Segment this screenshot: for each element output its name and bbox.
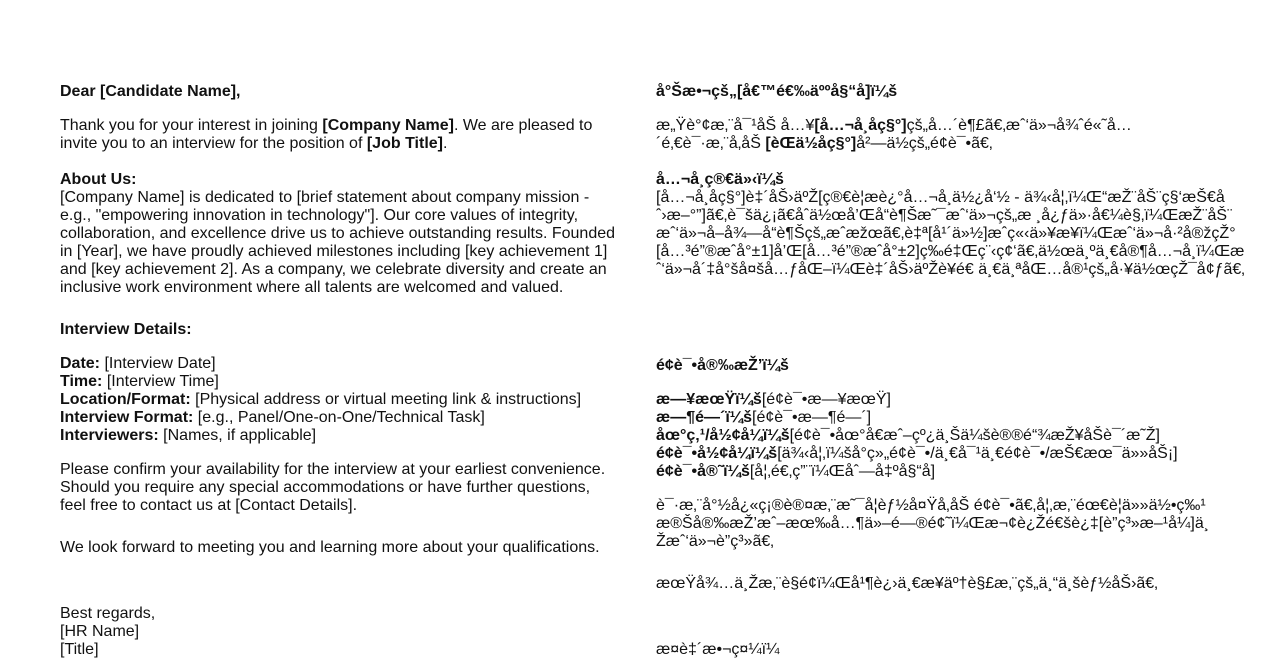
- details-list: [60, 355, 620, 445]
- confirm-paragraph: Please confirm your availability for the interview at your earliest convenience. Should you require any special accommodations or have further questions, feel free to contact us at [Contact Details].: [60, 461, 606, 514]
- details-list-garbled: [656, 391, 1246, 481]
- detail-location-garbled: åœ°ç‚¹/å½¢å¼ï¼š[é¢è¯•åœ°å€æˆ–çº¿ä¸Šä¼šè®®é“¾æŽ¥åŠè¯´æ˜Ž]: [656, 427, 1160, 444]
- company-name-placeholder-garbled: [å…¬å¸åç§°]: [814, 117, 907, 134]
- details-heading-garbled: é¢è¯•å®‰æŽ’ï¼š: [656, 357, 789, 374]
- about-body-garbled: [å…¬å¸åç§°]è‡´åŠ›äºŽ[ç®€è¦æè¿°å…¬å¸ä½¿å‘½ - ä¾‹å¦‚ï¼Œ“æŽ¨åŠ¨ç§‘æŠ€åˆ›æ–°”]ã€‚è¯šä¿¡ã€åˆä½œå’Œå“è¶Šæ˜¯æˆ‘ä»¬çš„æ ¸å¿ƒä»·å€¼è§‚ï¼ŒæŽ¨åŠ¨æˆ‘ä»¬å–å¾—å“è¶Šçš„æˆæžœã€‚è‡ª[å¹´ä»½]æˆç«‹ä»¥æ¥ï¼Œæˆ‘ä»¬å·²å®žçŽ°[å…³é”®æˆå°±1]å’Œ[å…³é”®æˆå°±2]ç‰é‡Œç¨‹ç¢‘ã€‚ä½œä¸ºä¸€å®¶å…¬å¸ï¼Œæˆ‘ä»¬å´‡å°šå¤šå…ƒåŒ–ï¼Œè‡´åŠ›äºŽè¥é€ ä¸€ä¸ªåŒ…å®¹çš„å·¥ä½œçŽ¯å¢ƒã€‚: [656, 189, 1245, 278]
- about-body: [Company Name] is dedicated to [brief statement about company mission - e.g., "empowering innovation in technology"]. Our core values of integrity, collaboration, and excellence drive us to achieve outstanding results. Founded in [Year], we have proudly achieved milestones including [key achievement 1] and [key achievement 2]. As a company, we celebrate diversity and create an inclusive work environment where all talents are welcomed and valued.: [60, 189, 616, 296]
- signature-block: [60, 605, 155, 659]
- job-title-placeholder-garbled: [èŒä½åç§°]: [765, 135, 857, 152]
- closing-paragraph: We look forward to meeting you and learning more about your qualifications.: [60, 539, 600, 556]
- job-title-placeholder: [Job Title]: [366, 135, 443, 152]
- regards-garbled: æ¤è‡´æ•¬ç¤¼ï¼: [656, 641, 780, 658]
- intro-paragraph: Thank you for your interest in joining [Company Name]. We are pleased to invite you to an interview for the position of [Job Title].: [60, 117, 593, 152]
- closing-paragraph-garbled: æœŸå¾…ä¸Žæ‚¨è§é¢ï¼Œå¹¶è¿›ä¸€æ¥äº†è§£æ‚¨çš„ä¸“ä¸šèƒ½åŠ›ã€‚: [656, 575, 1158, 592]
- detail-date: Date: [Interview Date]: [60, 355, 216, 372]
- detail-location: Location/Format: [Physical address or virtual meeting link & instructions]: [60, 391, 582, 408]
- detail-format: Interview Format: [e.g., Panel/One-on-One/Technical Task]: [60, 409, 485, 426]
- detail-interviewers: Interviewers: [Names, if applicable]: [60, 427, 317, 444]
- hr-title: [Title]: [60, 641, 99, 658]
- details-heading: Interview Details:: [60, 321, 192, 338]
- detail-time: Time: [Interview Time]: [60, 373, 219, 390]
- intro-paragraph-garbled: æ„Ÿè°¢æ‚¨å¯¹åŠ å…¥[å…¬å¸åç§°]çš„å…´è¶£ã€‚æˆ‘ä»¬å¾ˆé«˜å…´é‚€è¯·æ‚¨å‚åŠ [èŒä½åç§°]å²—ä½çš„é¢è¯•ã€‚: [656, 117, 1132, 152]
- about-heading-garbled: å…¬å¸ç®€ä»‹ï¼š: [656, 171, 784, 188]
- salutation-garbled: å°Šæ•¬çš„[å€™é€‰äººå§“å]ï¼š: [656, 83, 898, 100]
- salutation: Dear [Candidate Name],: [60, 83, 241, 100]
- detail-format-garbled: é¢è¯•å½¢å¼ï¼š[ä¾‹å¦‚ï¼šå°ç»„é¢è¯•/ä¸€å¯¹ä¸€é¢è¯•/æŠ€æœ¯ä»»åŠ¡]: [656, 445, 1178, 462]
- confirm-paragraph-garbled: è¯·æ‚¨å°½å¿«ç¡®è®¤æ‚¨æ˜¯å¦èƒ½å¤Ÿå‚åŠ é¢è¯•ã€‚å¦‚æ‚¨éœ€è¦ä»»ä½•ç‰¹æ®Šå®‰æŽ’æˆ–æœ‰å…¶ä»–é—®é¢˜ï¼Œæ¬¢è¿Žé€šè¿‡[è”ç³»æ–¹å¼]ä¸Žæˆ‘ä»¬è”ç³»ã€‚: [656, 497, 1210, 550]
- detail-time-garbled: æ—¶é—´ï¼š[é¢è¯•æ—¶é—´]: [656, 409, 872, 426]
- regards: Best regards,: [60, 605, 156, 622]
- detail-date-garbled: æ—¥æœŸï¼š[é¢è¯•æ—¥æœŸ]: [656, 391, 891, 408]
- detail-interviewers-garbled: é¢è¯•å®˜ï¼š[å¦‚é€‚ç”¨ï¼Œåˆ—å‡ºå§“å]: [656, 463, 936, 480]
- about-heading: About Us:: [60, 171, 137, 188]
- company-name-placeholder: [Company Name]: [322, 117, 454, 134]
- hr-name: [HR Name]: [60, 623, 140, 640]
